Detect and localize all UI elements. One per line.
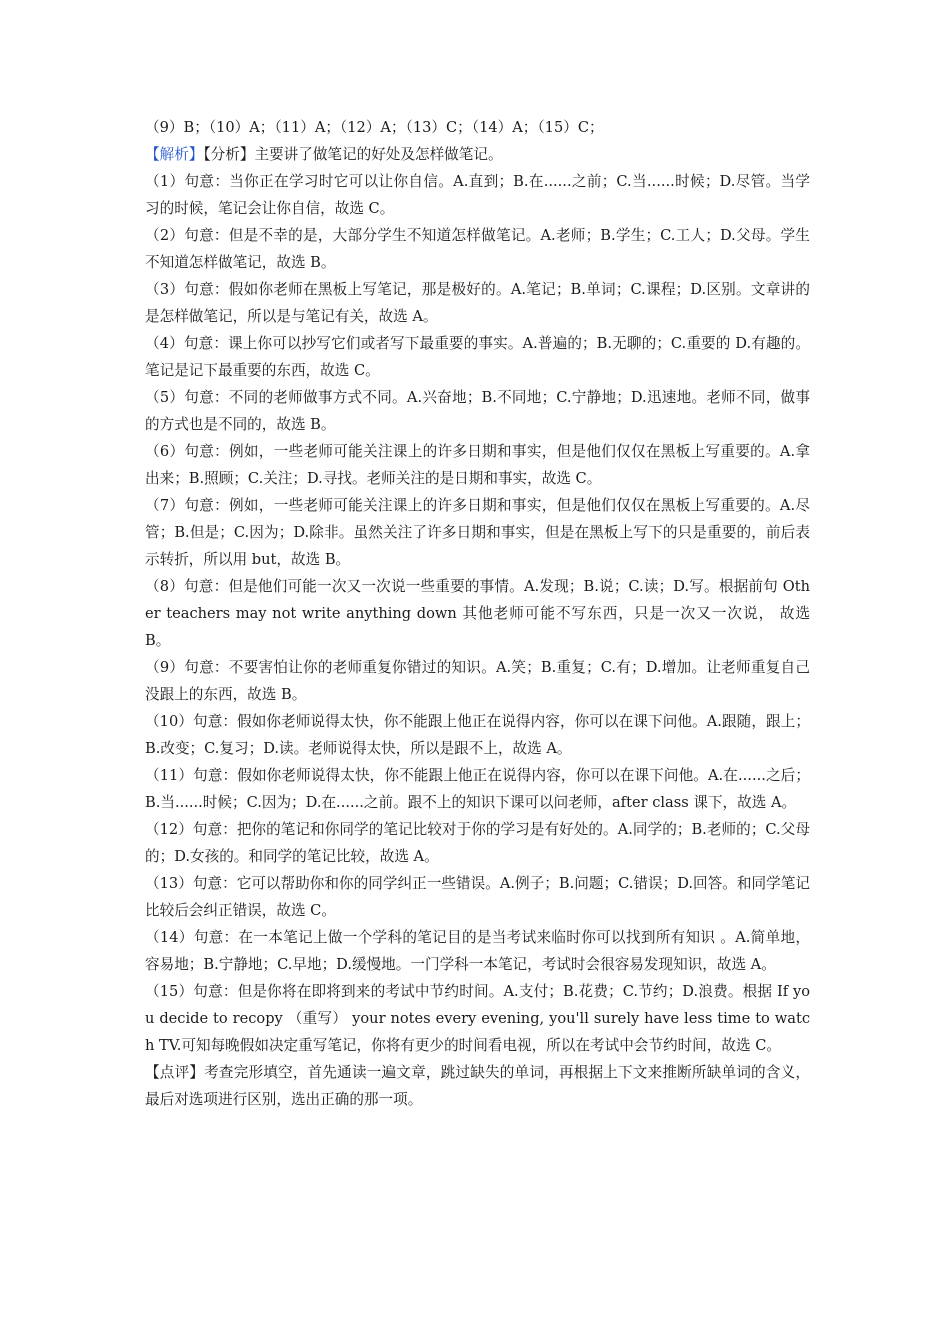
explanation-item-14: （14）句意：在一本笔记上做一个学科的笔记目的是当考试来临时你可以找到所有知识 。A.简单地，容易地；B.宁静地；C.早地；D.缓慢地。一门学科一本笔记，考试时会很容易发现知识，故选 A。 xyxy=(145,929,810,973)
explanation-item-15: （15）句意：但是你将在即将到来的考试中节约时间。A.支付；B.花费；C.节约；D.浪费。根据 If you decide to recopy （重写） your notes every evening, you'll surely have less time to watch TV.可知每晚假如决定重写笔记，你将有更少的时间看电视，所以在考试中会节约时间，故选 C。 xyxy=(145,983,810,1054)
explanation-item-5: （5）句意：不同的老师做事方式不同。A.兴奋地；B.不同地；C.宁静地；D.迅速地。老师不同，做事的方式也是不同的，故选 B。 xyxy=(145,389,810,433)
explanation-item-12: （12）句意：把你的笔记和你同学的笔记比较对于你的学习是有好处的。A.同学的；B.老师的；C.父母的；D.女孩的。和同学的笔记比较，故选 A。 xyxy=(145,821,810,865)
analysis-tag: 【解析】 xyxy=(145,146,204,163)
explanation-item-11: （11）句意：假如你老师说得太快，你不能跟上他正在说得内容，你可以在课下问他。A.在......之后；B.当......时候；C.因为；D.在......之前。跟不上的知识下课可以问老师，after class 课下，故选 A。 xyxy=(145,767,810,811)
answers-line: （9）B；（10）A；（11）A；（12）A；（13）C；（14）A；（15）C； xyxy=(145,119,604,136)
explanation-item-2: （2）句意：但是不幸的是，大部分学生不知道怎样做笔记。A.老师；B.学生；C.工人；D.父母。学生不知道怎样做笔记，故选 B。 xyxy=(145,227,810,271)
explanation-item-4: （4）句意：课上你可以抄写它们或者写下最重要的事实。A.普遍的；B.无聊的；C.重要的 D.有趣的。笔记是记下最重要的东西，故选 C。 xyxy=(145,335,810,379)
explanation-item-7: （7）句意：例如，一些老师可能关注课上的许多日期和事实，但是他们仅仅在黑板上写重要的。A.尽管；B.但是；C.因为；D.除非。虽然关注了许多日期和事实，但是在黑板上写下的只是重要的，前后表示转折，所以用 but，故选 B。 xyxy=(145,497,810,568)
document-page xyxy=(145,114,810,1113)
analysis-text: 【分析】主要讲了做笔记的好处及怎样做笔记。 xyxy=(203,146,503,163)
comment-paragraph: 【点评】考查完形填空，首先通读一遍文章，跳过缺失的单词，再根据上下文来推断所缺单词的含义，最后对选项进行区别，选出正确的那一项。 xyxy=(145,1064,810,1108)
analysis-heading xyxy=(145,141,810,168)
explanation-item-3: （3）句意：假如你老师在黑板上写笔记，那是极好的。A.笔记；B.单词；C.课程；D.区别。文章讲的是怎样做笔记，所以是与笔记有关，故选 A。 xyxy=(145,281,810,325)
explanation-item-8: （8）句意：但是他们可能一次又一次说一些重要的事情。A.发现；B.说；C.读；D.写。根据前句 Other teachers may not write anything down 其他老师可能不写东西，只是一次又一次说， 故选 B。 xyxy=(145,578,810,649)
explanation-item-6: （6）句意：例如，一些老师可能关注课上的许多日期和事实，但是他们仅仅在黑板上写重要的。A.拿出来；B.照顾；C.关注；D.寻找。老师关注的是日期和事实，故选 C。 xyxy=(145,443,810,487)
explanation-item-13: （13）句意：它可以帮助你和你的同学纠正一些错误。A.例子；B.问题；C.错误；D.回答。和同学笔记比较后会纠正错误，故选 C。 xyxy=(145,875,810,919)
explanation-item-1: （1）句意：当你正在学习时它可以让你自信。A.直到；B.在......之前；C.当......时候；D.尽管。当学习的时候，笔记会让你自信，故选 C。 xyxy=(145,173,810,217)
explanation-item-10: （10）句意：假如你老师说得太快，你不能跟上他正在说得内容，你可以在课下问他。A.跟随，跟上；B.改变；C.复习；D.读。老师说得太快，所以是跟不上，故选 A。 xyxy=(145,713,810,757)
explanation-item-9: （9）句意：不要害怕让你的老师重复你错过的知识。A.笑；B.重复；C.有；D.增加。让老师重复自己没跟上的东西，故选 B。 xyxy=(145,659,810,703)
